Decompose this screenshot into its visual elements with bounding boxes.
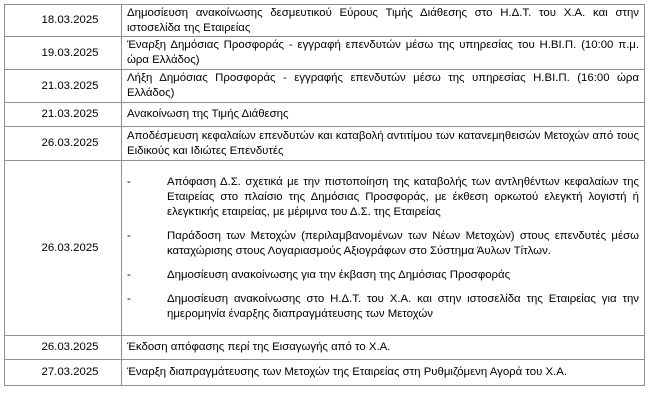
table-row [5,360,645,386]
event-cell: Αποδέσμευση κεφαλαίων επενδυτών και καταβολή αντιτίμου των κατανεμηθεισών Μετοχών από τους Ειδικούς και Ιδιώτες Επενδυτές [122,127,645,161]
bullet-text: Απόφαση Δ.Σ. σχετικά με την πιστοποίηση της καταβολής των αντληθέντων κεφαλαίων της Εταιρείας στο πλαίσιο της Δημόσιας Προσφοράς, με έκθεση ορκωτού ελεγκτή λογιστή ή ελεγκτικής εταιρείας, με μέριμνα του Δ.Σ. της Εταιρείας [167,175,639,218]
bullet-item [127,292,639,322]
event-cell: Έκδοση απόφασης περί της Εισαγωγής από το Χ.Α. [122,336,645,360]
bullet-text: Δημοσίευση ανακοίνωσης στο Η.Δ.Τ. του Χ.Α. και στην ιστοσελίδα της Εταιρείας για την ημερομηνία έναρξης διαπραγμάτευσης των Μετοχών [167,292,639,320]
event-cell: Έναρξη Δημόσιας Προσφοράς - εγγραφή επενδυτών μέσω της υπηρεσίας του Η.ΒΙ.Π. (10:00 π.μ. ώρα Ελλάδος) [122,37,645,70]
timetable [4,4,645,386]
table-row [5,103,645,127]
date-cell: 19.03.2025 [5,37,122,70]
bullet-dash: - [127,268,131,281]
table-row [5,161,645,336]
bullet-text: Παράδοση των Μετοχών (περιλαμβανομένων των Νέων Μετοχών) στους επενδυτές μέσω καταχώρισης στους Λογαριασμούς Αξιογράφων στο Σύστημα Άυλων Τίτλων. [167,229,639,257]
date-cell: 18.03.2025 [5,5,122,37]
event-cell: Έναρξη διαπραγμάτευσης των Μετοχών της Εταιρείας στη Ρυθμιζόμενη Αγορά του Χ.Α. [122,360,645,386]
date-cell: 26.03.2025 [5,161,122,336]
table-row [5,37,645,70]
date-cell: 26.03.2025 [5,336,122,360]
table-row [5,5,645,37]
bullet-dash: - [127,229,131,242]
date-cell: 27.03.2025 [5,360,122,386]
bullet-item [127,268,639,283]
table-row [5,336,645,360]
table-row [5,127,645,161]
bullet-item [127,229,639,259]
event-cell: Λήξη Δημόσιας Προσφοράς - εγγραφής επενδυτών μέσω της υπηρεσίας Η.ΒΙ.Π. (16:00 ώρα Ελλάδος) [122,70,645,103]
event-cell: Ανακοίνωση της Τιμής Διάθεσης [122,103,645,127]
table-row [5,70,645,103]
event-cell: Δημοσίευση ανακοίνωσης δεσμευτικού Εύρους Τιμής Διάθεσης στο Η.Δ.Τ. του Χ.Α. και στην ιστοσελίδα της Εταιρείας [122,5,645,37]
bullet-text: Δημοσίευση ανακοίνωσης για την έκβαση της Δημόσιας Προσφοράς [167,268,511,281]
date-cell: 21.03.2025 [5,70,122,103]
bullet-dash: - [127,175,131,188]
date-cell: 21.03.2025 [5,103,122,127]
bullet-dash: - [127,292,131,305]
event-cell-bullets [122,161,645,336]
date-cell: 26.03.2025 [5,127,122,161]
bullet-item [127,175,639,220]
